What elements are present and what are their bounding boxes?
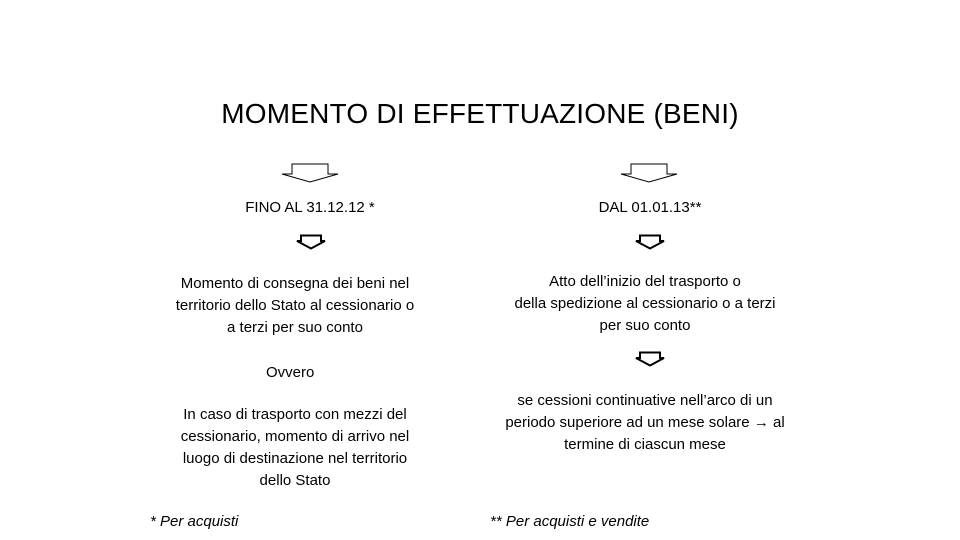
text-line: Atto dell’inizio del trasporto o — [549, 273, 741, 290]
right-header: DAL 01.01.13** — [598, 199, 702, 216]
text-line: In caso di trasporto con mezzi del — [183, 406, 407, 423]
left-footnote: * Per acquisti — [150, 513, 239, 530]
down-arrow-icon — [280, 163, 340, 183]
down-arrow-icon — [634, 234, 666, 250]
text-line: della spedizione al cessionario o a terzi — [514, 295, 776, 312]
text-line: termine di ciascun mese — [564, 436, 726, 453]
text-segment: al — [772, 414, 785, 431]
right-alternative — [480, 390, 810, 456]
right-description — [490, 271, 800, 337]
text-line: Momento di consegna dei beni nel — [180, 275, 410, 292]
text-line: territorio dello Stato al cessionario o — [175, 297, 415, 314]
down-arrow-icon — [619, 163, 679, 183]
down-arrow-icon — [295, 234, 327, 250]
down-arrow-icon — [634, 351, 666, 367]
left-description — [140, 273, 450, 339]
left-header: FINO AL 31.12.12 * — [245, 199, 375, 216]
right-footnote: ** Per acquisti e vendite — [490, 513, 650, 530]
text-line: per suo conto — [599, 317, 691, 334]
page-title: MOMENTO DI EFFETTUAZIONE (BENI) — [221, 98, 739, 129]
text-segment: periodo superiore ad un mese solare — [505, 414, 750, 431]
text-line: cessionario, momento di arrivo nel — [180, 428, 410, 445]
text-line: a terzi per suo conto — [227, 319, 363, 336]
text-line: se cessioni continuative nell’arco di un — [517, 392, 773, 409]
text-line: dello Stato — [259, 472, 331, 489]
right-arrow-icon: → — [753, 414, 769, 431]
or-label: Ovvero — [266, 364, 315, 381]
text-line: luogo di destinazione nel territorio — [182, 450, 408, 467]
text-line — [480, 412, 810, 434]
left-alternative — [140, 404, 450, 492]
